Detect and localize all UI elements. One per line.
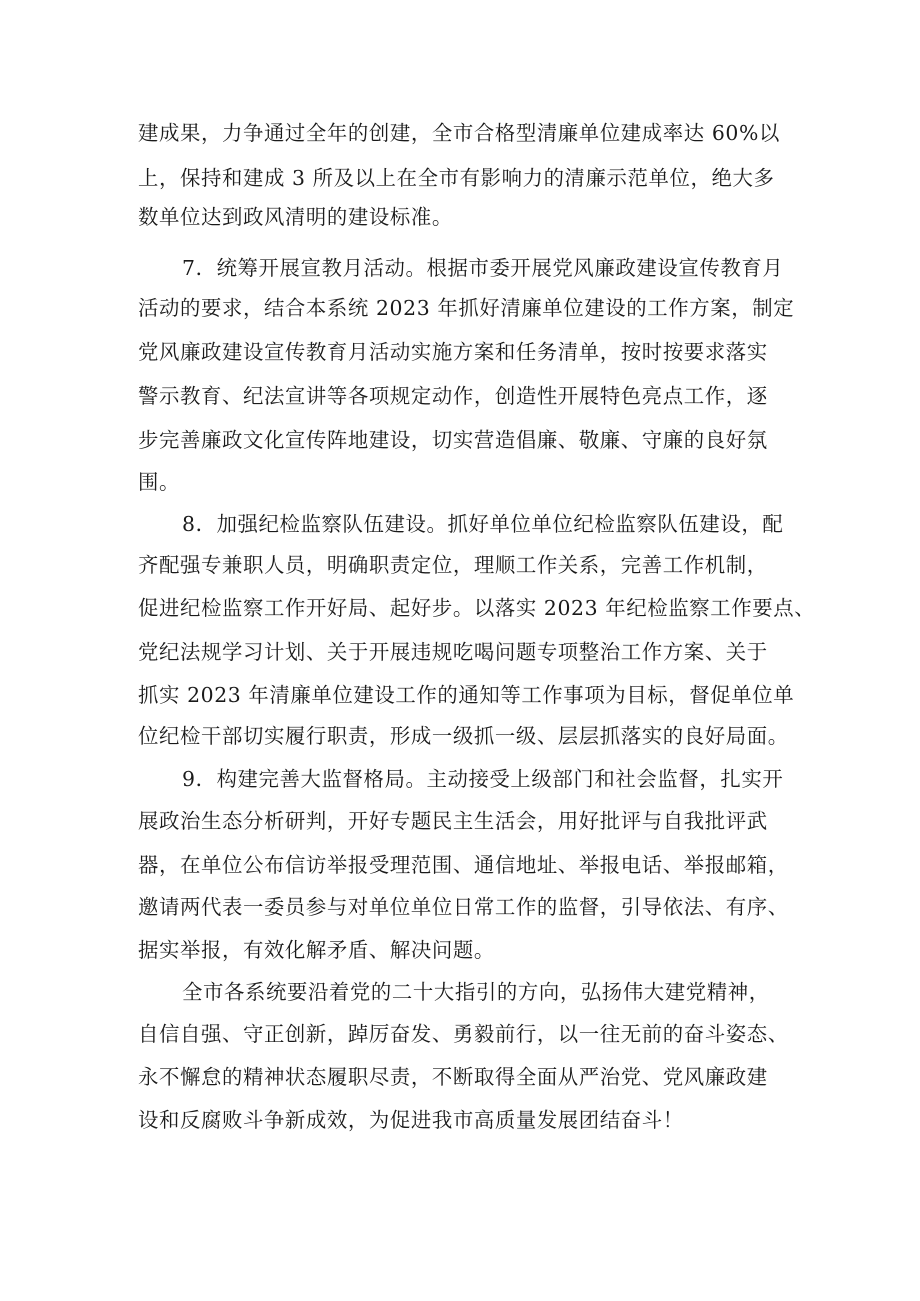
text-line: 围。 xyxy=(138,470,180,494)
text-line: 党纪法规学习计划、关于开展违规吃喝问题专项整治工作方案、关于 xyxy=(138,640,768,664)
text-line: 党风廉政建设宣传教育月活动实施方案和任务清单，按时按要求落实 xyxy=(138,340,768,364)
text-line: 警示教育、纪法宣讲等各项规定动作，创造性开展特色亮点工作，逐 xyxy=(138,384,768,408)
paragraph-item-9-first-line: 9．构建完善大监督格局。主动接受上级部门和社会监督，扎实开 xyxy=(182,767,784,791)
text-line: 据实举报，有效化解矛盾、解决问题。 xyxy=(138,938,495,962)
text-line: 抓实 2023 年清廉单位建设工作的通知等工作事项为目标，督促单位单 xyxy=(138,683,795,707)
text-line: 活动的要求，结合本系统 2023 年抓好清廉单位建设的工作方案，制定 xyxy=(138,296,795,320)
text-line: 齐配强专兼职人员，明确职责定位，理顺工作关系，完善工作机制， xyxy=(138,553,768,577)
text-line: 步完善廉政文化宣传阵地建设，切实营造倡廉、敬廉、守廉的良好氛 xyxy=(138,428,768,452)
text-line: 建成果，力争通过全年的创建，全市合格型清廉单位建成率达 60%以 xyxy=(138,121,780,145)
text-line: 永不懈怠的精神状态履职尽责，不断取得全面从严治党、党风廉政建 xyxy=(138,1065,768,1089)
text-line: 展政治生态分析研判，开好专题民主生活会，用好批评与自我批评武 xyxy=(138,809,768,833)
text-line: 上，保持和建成 3 所及以上在全市有影响力的清廉示范单位，绝大多 xyxy=(138,166,775,190)
paragraph-item-8-first-line: 8．加强纪检监察队伍建设。抓好单位单位纪检监察队伍建设，配 xyxy=(182,512,784,536)
text-line: 器，在单位公布信访举报受理范围、通信地址、举报电话、举报邮箱， xyxy=(138,853,789,877)
text-line: 数单位达到政风清明的建设标准。 xyxy=(138,205,453,229)
text-line: 自信自强、守正创新，踔厉奋发、勇毅前行，以一往无前的奋斗姿态、 xyxy=(138,1022,789,1046)
paragraph-conclusion-first-line: 全市各系统要沿着党的二十大指引的方向，弘扬伟大建党精神， xyxy=(182,980,770,1004)
text-line: 促进纪检监察工作开好局、起好步。以落实 2023 年纪检监察工作要点、 xyxy=(138,596,816,620)
text-line: 邀请两代表一委员参与对单位单位日常工作的监督，引导依法、有序、 xyxy=(138,895,789,919)
paragraph-item-7-first-line: 7．统筹开展宣教月活动。根据市委开展党风廉政建设宣传教育月 xyxy=(182,256,784,280)
text-line: 设和反腐败斗争新成效，为促进我市高质量发展团结奋斗！ xyxy=(138,1108,684,1132)
text-line: 位纪检干部切实履行职责，形成一级抓一级、层层抓落实的良好局面。 xyxy=(138,724,789,748)
